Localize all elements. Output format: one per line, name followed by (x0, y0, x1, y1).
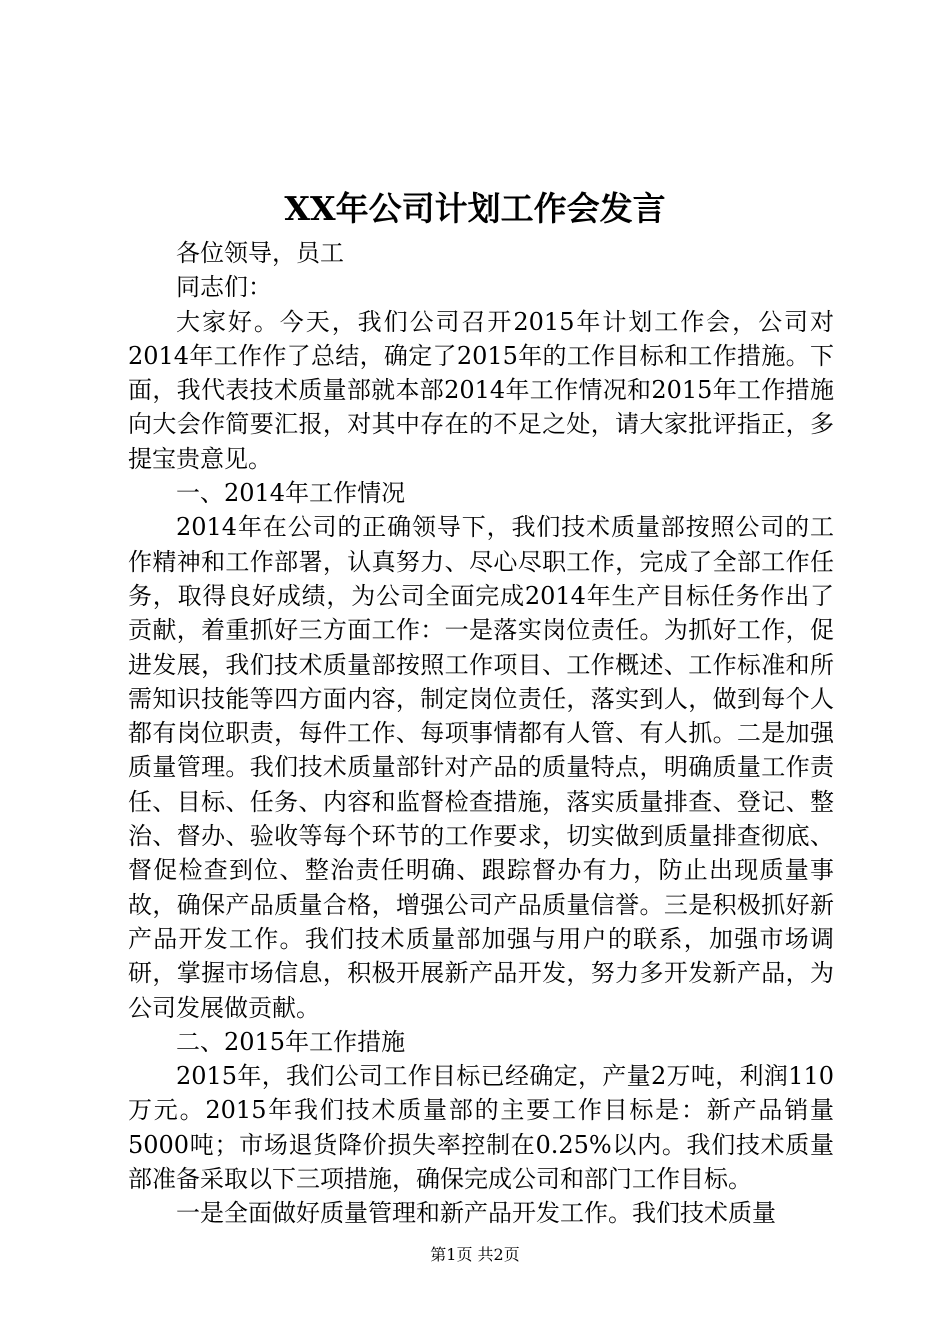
salutation-line: 同志们： (176, 273, 272, 302)
document-body (128, 236, 834, 1231)
body-paragraph: 一是全面做好质量管理和新产品开发工作。我们技术质量 (176, 1199, 776, 1228)
section-heading: 二、2015年工作措施 (176, 1027, 406, 1056)
body-paragraph: 2014年在公司的正确领导下，我们技术质量部按照公司的工作精神和工作部署，认真努力、尽心尽职工作，完成了全部工作任务，取得良好成绩，为公司全面完成2014年生产目标任务作出了贡献，着重抓好三方面工作：一是落实岗位责任。为抓好工作，促进发展，我们技术质量部按照工作项目、工作概述、工作标准和所需知识技能等四方面内容，制定岗位责任，落实到人，做到每个人都有岗位职责，每件工作、每项事情都有人管、有人抓。二是加强质量管理。我们技术质量部针对产品的质量特点，明确质量工作责任、目标、任务、内容和监督检查措施，落实质量排查、登记、整治、督办、验收等每个环节的工作要求，切实做到质量排查彻底、督促检查到位、整治责任明确、跟踪督办有力，防止出现质量事故，确保产品质量合格，增强公司产品质量信誉。三是积极抓好新产品开发工作。我们技术质量部加强与用户的联系，加强市场调研，掌握市场信息，积极开展新产品开发，努力多开发新产品，为公司发展做贡献。 (128, 513, 834, 1022)
section-heading: 一、2014年工作情况 (176, 479, 406, 508)
document-title: XX年公司计划工作会发言 (284, 189, 666, 228)
page-number: 第1页 共2页 (430, 1245, 520, 1264)
body-paragraph: 2015年，我们公司工作目标已经确定，产量2万吨，利润110万元。2015年我们技术质量部的主要工作目标是：新产品销量5000吨；市场退货降价损失率控制在0.25%以内。我们技术质量部准备采取以下三项措施，确保完成公司和部门工作目标。 (128, 1062, 834, 1194)
intro-paragraph: 大家好。今天，我们公司召开2015年计划工作会，公司对2014年工作作了总结，确定了2015年的工作目标和工作措施。下面，我代表技术质量部就本部2014年工作情况和2015年工作措施向大会作简要汇报，对其中存在的不足之处，请大家批评指正，多提宝贵意见。 (128, 307, 834, 473)
salutation-line: 各位领导，员工 (176, 239, 344, 267)
